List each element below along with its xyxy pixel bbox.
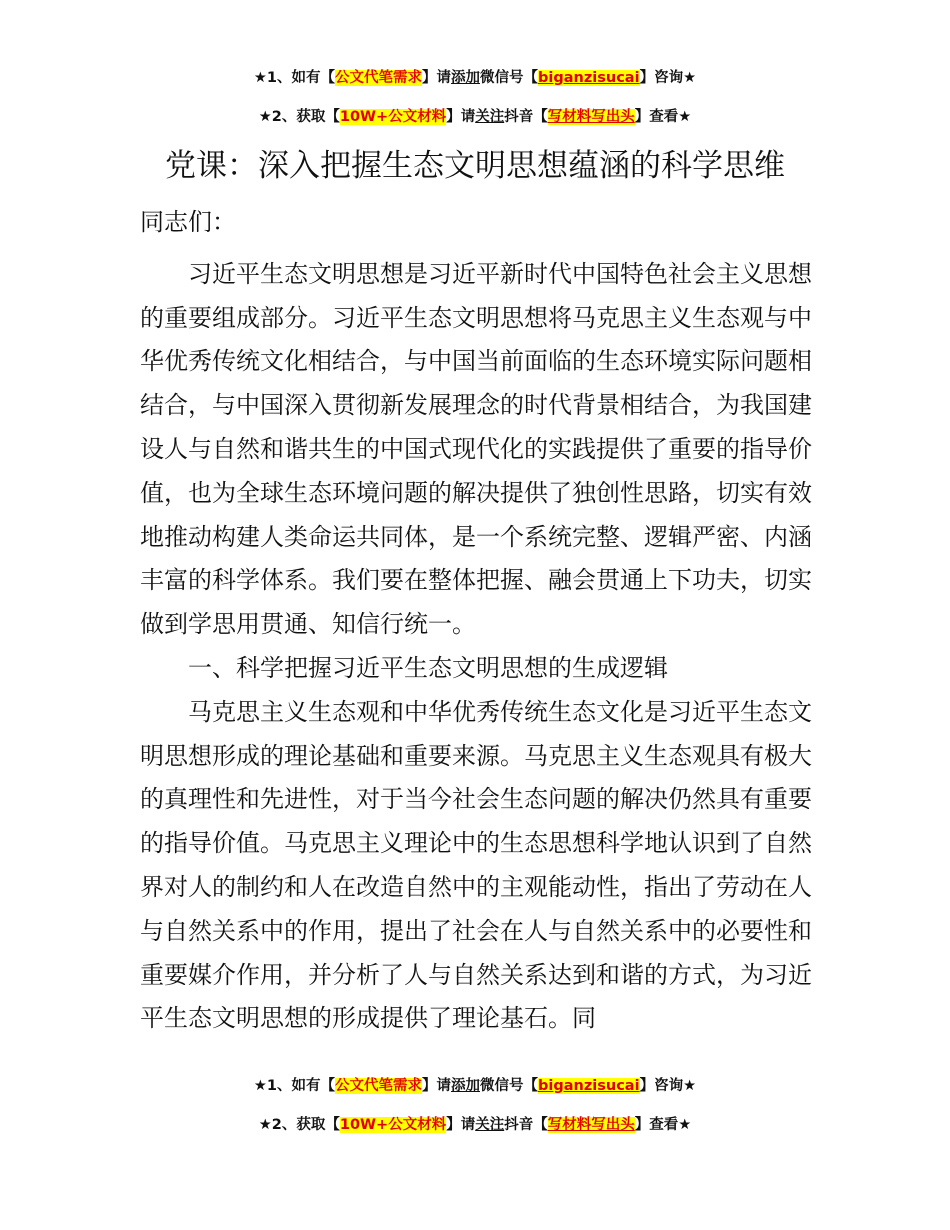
promo-text: ★2、获取【 — [258, 109, 340, 125]
promo-text: 抖音【 — [504, 109, 548, 125]
promo-text: 】咨询★ — [639, 1078, 697, 1094]
promo-highlight: 公文代笔需求 — [335, 70, 423, 86]
promo-text: 抖音【 — [504, 1117, 548, 1133]
promo-text: 】请 — [446, 1117, 476, 1133]
douyin-id: 写材料写出头 — [547, 1117, 635, 1133]
footer-promo-line-2 — [0, 1115, 950, 1135]
paragraph-section-1: 马克思主义生态观和中华优秀传统生态文化是习近平生态文明思想形成的理论基础和重要来源。马克思主义生态观具有极大的真理性和先进性，对于当今社会生态问题的解决仍然具有重要的指导价值。马克思主义理论中的生态思想科学地认识到了自然界对人的制约和人在改造自然中的主观能动性，指出了劳动在人与自然关系中的作用，提出了社会在人与自然关系中的必要性和重要媒介作用，并分析了人与自然关系达到和谐的方式，为习近平生态文明思想的形成提供了理论基石。同 — [140, 697, 812, 1033]
promo-highlight: 10W+公文材料 — [339, 109, 447, 125]
promo-highlight: 10W+公文材料 — [339, 1117, 447, 1133]
paragraph-intro: 习近平生态文明思想是习近平新时代中国特色社会主义思想的重要组成部分。习近平生态文明思想将马克思主义生态观与中华优秀传统文化相结合，与中国当前面临的生态环境实际问题相结合，与中国深入贯彻新发展理念的时代背景相结合，为我国建设人与自然和谐共生的中国式现代化的实践提供了重要的指导价值，也为全球生态环境问题的解决提供了独创性思路，切实有效地推动构建人类命运共同体，是一个系统完整、逻辑严密、内涵丰富的科学体系。我们要在整体把握、融会贯通上下功夫，切实做到学思用贯通、知信行统一。 — [140, 259, 812, 639]
promo-text: ★1、如有【 — [253, 70, 336, 86]
promo-text: 微信号【 — [480, 70, 539, 86]
promo-text: 】请 — [446, 109, 476, 125]
promo-text: 】查看★ — [634, 1117, 692, 1133]
document-body — [140, 201, 812, 1041]
header-promo-line-2 — [0, 107, 950, 127]
footer-promo-line-1 — [0, 1076, 950, 1096]
promo-text: ★2、获取【 — [258, 1117, 340, 1133]
promo-highlight: 公文代笔需求 — [335, 1078, 423, 1094]
promo-text: 微信号【 — [480, 1078, 539, 1094]
promo-underlined: 关注 — [475, 109, 505, 125]
section-heading: 一、科学把握习近平生态文明思想的生成逻辑 — [188, 653, 668, 682]
promo-text: 】咨询★ — [639, 70, 697, 86]
promo-text: ★1、如有【 — [253, 1078, 336, 1094]
document-title: 党课：深入把握生态文明思想蕴涵的科学思维 — [165, 148, 785, 184]
douyin-id: 写材料写出头 — [547, 109, 635, 125]
promo-underlined: 添加 — [451, 1078, 481, 1094]
promo-text: 】请 — [422, 1078, 452, 1094]
wechat-id: biganzisucai — [538, 70, 640, 86]
promo-underlined: 添加 — [451, 70, 481, 86]
promo-underlined: 关注 — [475, 1117, 505, 1133]
promo-text: 】请 — [422, 70, 452, 86]
greeting: 同志们： — [140, 208, 236, 236]
wechat-id: biganzisucai — [538, 1078, 640, 1094]
header-promo-line-1 — [0, 68, 950, 88]
promo-text: 】查看★ — [634, 109, 692, 125]
